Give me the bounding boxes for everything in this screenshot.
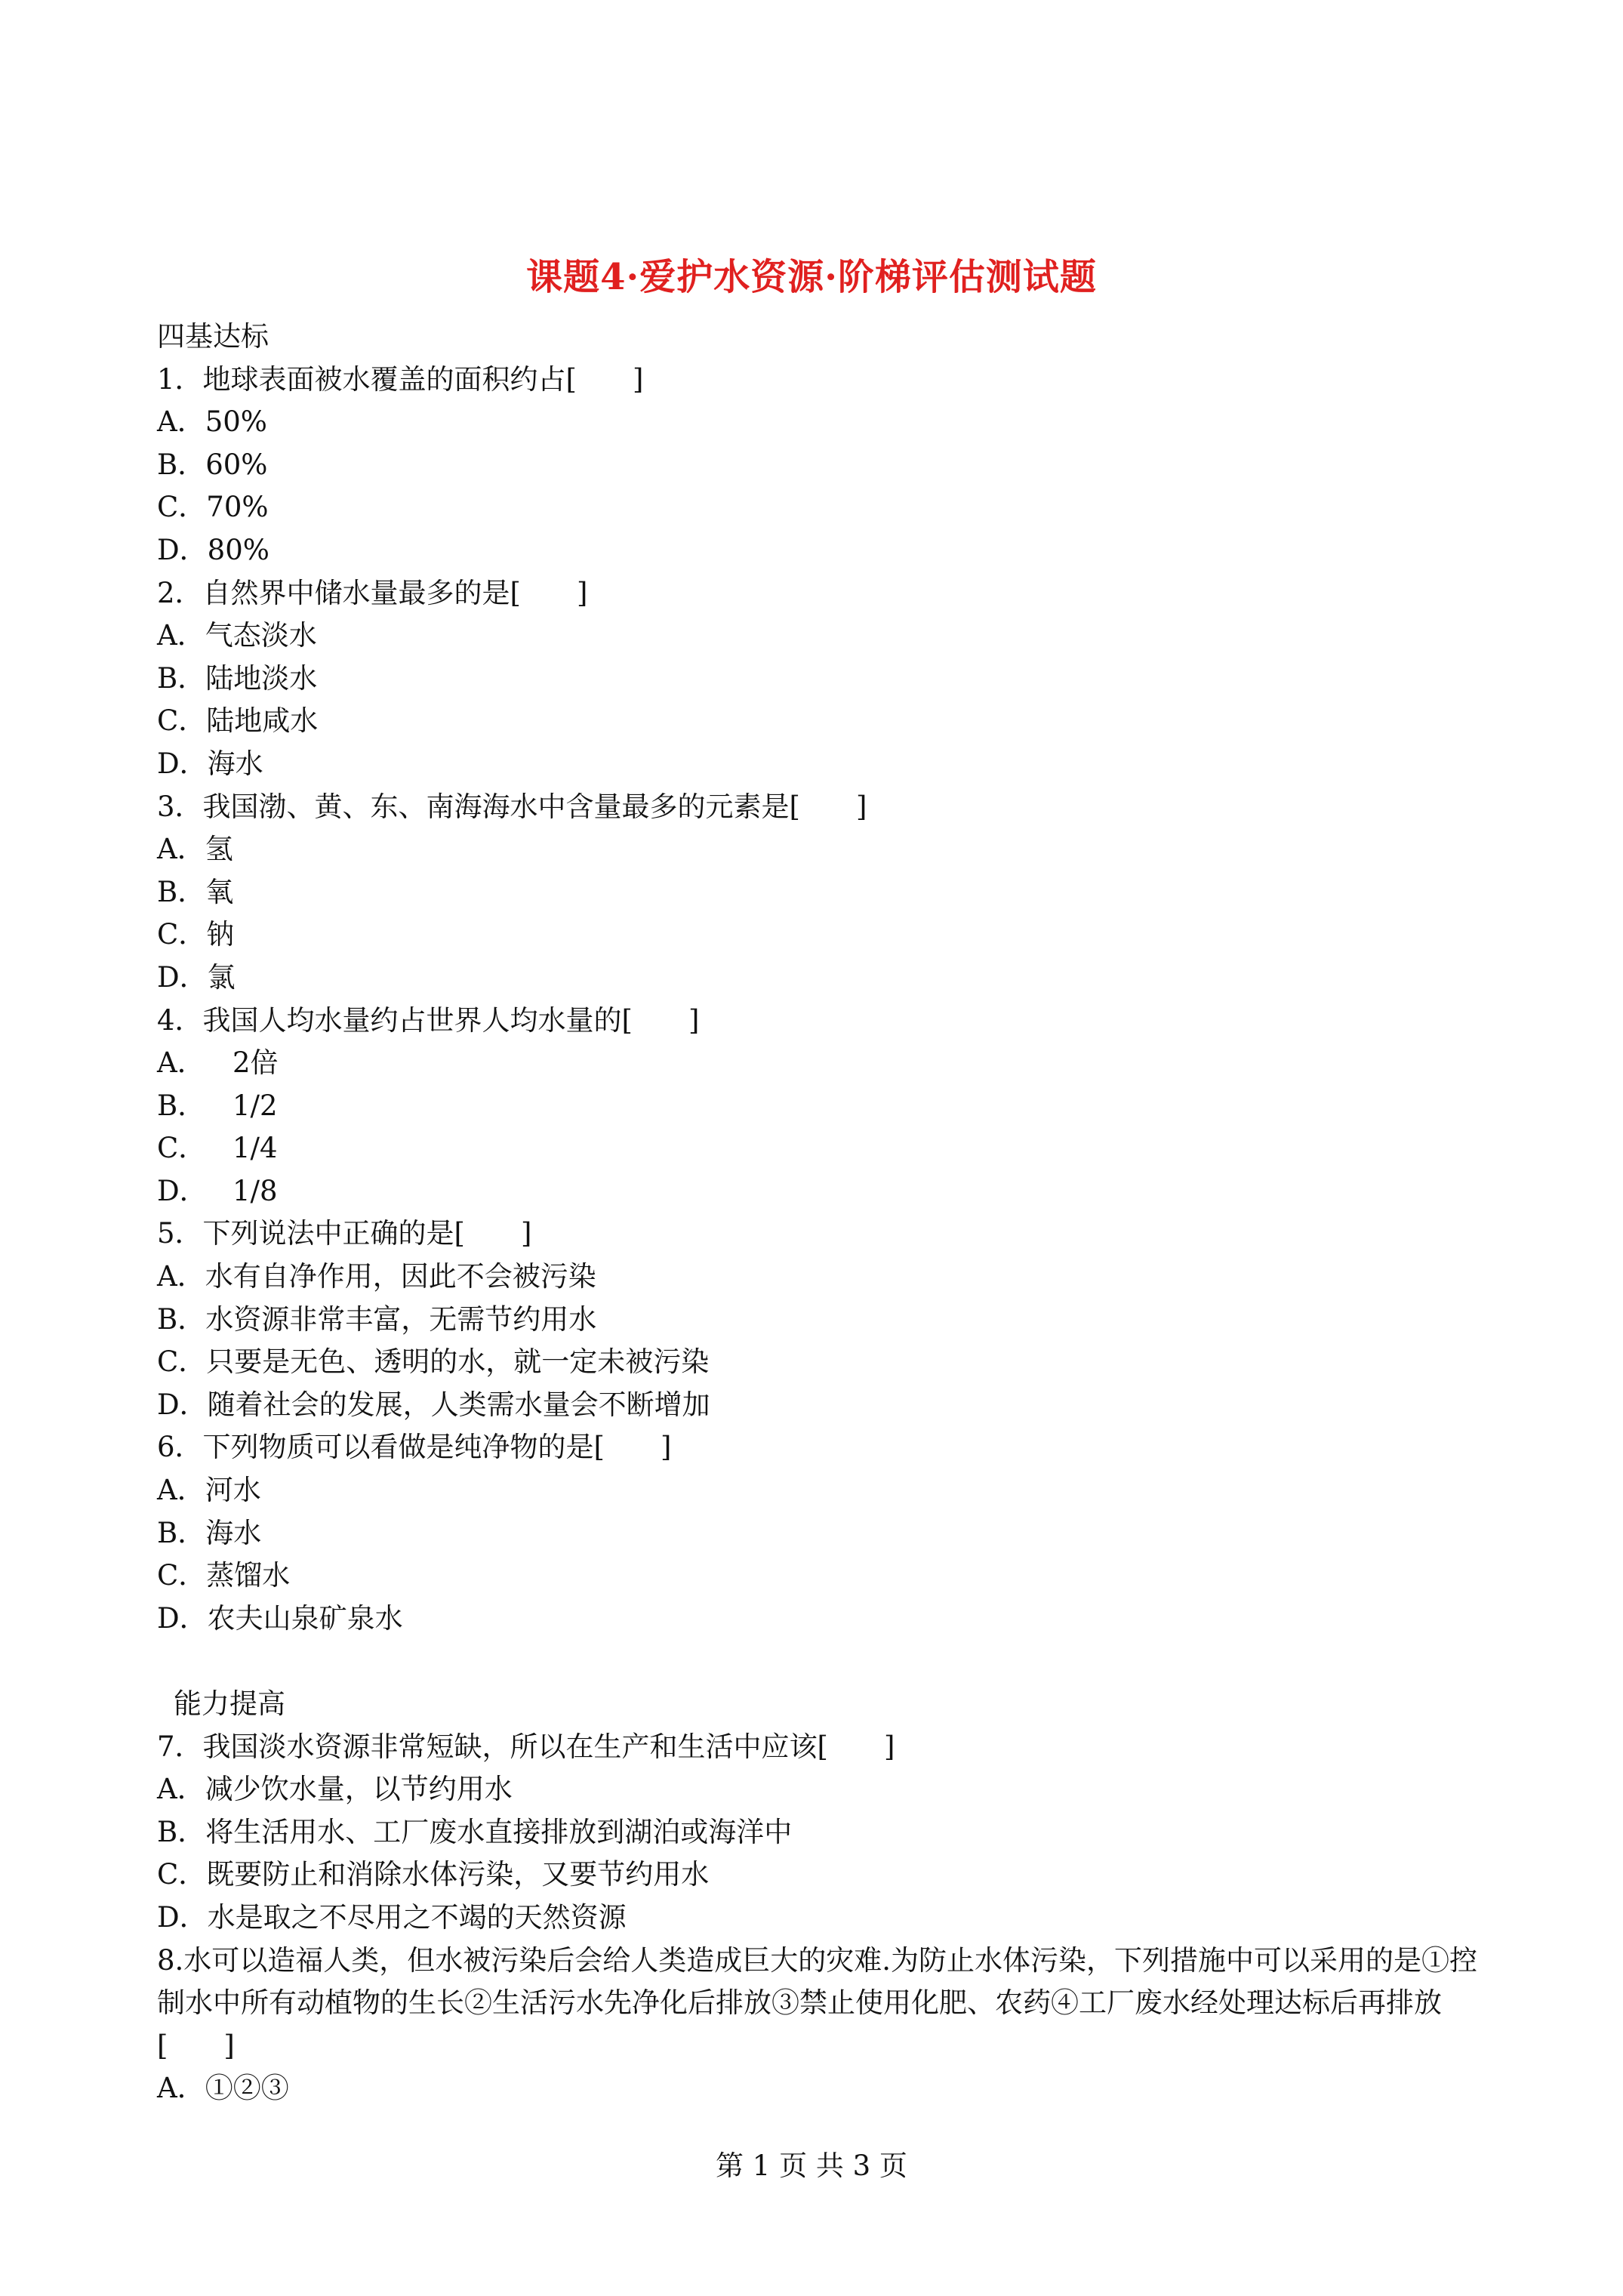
question-5 bbox=[157, 1213, 1486, 1426]
question-3 bbox=[157, 786, 1486, 1000]
question-stem: 3．我国渤、黄、东、南海海水中含量最多的元素是[ ] bbox=[157, 790, 867, 823]
option-c bbox=[157, 1127, 1486, 1170]
option-a: A．氢 bbox=[157, 833, 233, 866]
question-8 bbox=[157, 1940, 1486, 2110]
option-letter: D． bbox=[157, 1174, 208, 1207]
option-d bbox=[157, 1170, 1486, 1213]
page-title: 课题4·爱护水资源·阶梯评估测试题 bbox=[526, 256, 1097, 298]
question-1 bbox=[157, 359, 1486, 572]
option-text: 1/2 bbox=[233, 1089, 278, 1122]
option-c: C．钠 bbox=[157, 918, 235, 951]
question-4 bbox=[157, 1000, 1486, 1213]
option-d: D．水是取之不尽用之不竭的天然资源 bbox=[157, 1900, 627, 1934]
option-c: C．既要防止和消除水体污染，又要节约用水 bbox=[157, 1858, 710, 1891]
question-stem: 2．自然界中储水量最多的是[ ] bbox=[157, 576, 588, 609]
option-d: D．氯 bbox=[157, 960, 236, 994]
option-b: B．将生活用水、工厂废水直接排放到湖泊或海洋中 bbox=[157, 1815, 793, 1848]
option-c: C．蒸馏水 bbox=[157, 1559, 291, 1592]
option-d: D．随着社会的发展，人类需水量会不断增加 bbox=[157, 1388, 710, 1421]
option-b: B．氧 bbox=[157, 875, 234, 908]
option-b: B．陆地淡水 bbox=[157, 661, 318, 695]
option-letter: A． bbox=[157, 1046, 205, 1080]
question-stem: 8.水可以造福人类，但水被污染后会给人类造成巨大的灾难.为防止水体污染，下列措施中可以采用的是①控制水中所有动植物的生长②生活污水先净化后排放③禁止使用化肥、农药④工厂废水经处理达标后再排放[ ] bbox=[157, 1943, 1478, 2062]
section-heading-advanced: 能力提高 bbox=[174, 1687, 285, 1720]
option-d: D．海水 bbox=[157, 747, 263, 780]
section-spacer bbox=[157, 1640, 1486, 1683]
section-heading-basic: 四基达标 bbox=[157, 320, 269, 353]
option-text: 1/4 bbox=[233, 1132, 278, 1165]
option-a: A．减少饮水量，以节约用水 bbox=[157, 1773, 513, 1806]
option-letter: B． bbox=[157, 1089, 206, 1122]
question-7 bbox=[157, 1726, 1486, 1940]
question-stem: 6．下列物质可以看做是纯净物的是[ ] bbox=[157, 1431, 672, 1464]
option-c: C．70% bbox=[157, 491, 269, 524]
question-list bbox=[157, 316, 1486, 2110]
question-stem: 7．我国淡水资源非常短缺，所以在生产和生活中应该[ ] bbox=[157, 1730, 895, 1763]
option-letter: C． bbox=[157, 1132, 207, 1165]
option-b: B．海水 bbox=[157, 1516, 262, 1549]
option-text: 2倍 bbox=[233, 1046, 279, 1080]
option-b bbox=[157, 1085, 1486, 1128]
option-a: A．气态淡水 bbox=[157, 619, 317, 652]
page-footer: 第 1 页 共 3 页 bbox=[716, 2150, 907, 2182]
question-2 bbox=[157, 572, 1486, 786]
question-6 bbox=[157, 1426, 1486, 1640]
question-stem: 5．下列说法中正确的是[ ] bbox=[157, 1217, 532, 1250]
option-b: B．水资源非常丰富，无需节约用水 bbox=[157, 1302, 597, 1336]
option-d: D．80% bbox=[157, 533, 269, 566]
option-a bbox=[157, 1042, 1486, 1085]
question-stem: 4．我国人均水量约占世界人均水量的[ ] bbox=[157, 1003, 700, 1037]
option-a: A．水有自净作用，因此不会被污染 bbox=[157, 1260, 596, 1293]
option-c: C．只要是无色、透明的水，就一定未被污染 bbox=[157, 1345, 710, 1379]
option-b: B．60% bbox=[157, 448, 268, 481]
question-stem: 1．地球表面被水覆盖的面积约占[ ] bbox=[157, 362, 644, 396]
option-a: A．河水 bbox=[157, 1474, 261, 1507]
option-text: 1/8 bbox=[233, 1174, 278, 1207]
option-a: A．①②③ bbox=[157, 2072, 289, 2105]
option-c: C．陆地咸水 bbox=[157, 704, 319, 738]
option-d: D．农夫山泉矿泉水 bbox=[157, 1601, 403, 1635]
option-a: A．50% bbox=[157, 405, 267, 439]
